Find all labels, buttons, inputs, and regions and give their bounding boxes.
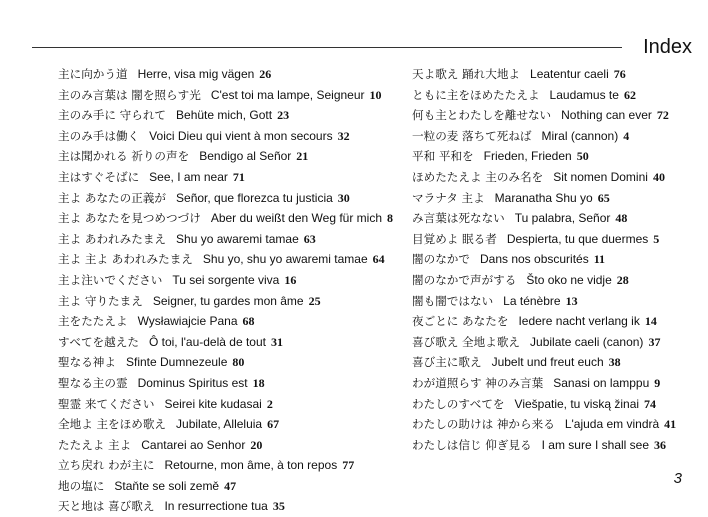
page-reference: 48 <box>615 211 628 226</box>
japanese-title: マラナタ 主よ <box>412 190 485 205</box>
original-title: Tu palabra, Señor <box>514 211 611 226</box>
japanese-title: 主をたたえよ <box>58 314 128 329</box>
page-reference: 67 <box>267 417 280 432</box>
index-entry <box>412 229 676 250</box>
page-reference: 5 <box>653 231 660 246</box>
original-title: In resurrectione tua <box>164 499 268 514</box>
page-reference: 4 <box>623 128 630 143</box>
index-column-left <box>58 64 393 517</box>
index-entry <box>58 291 393 312</box>
page-reference: 9 <box>654 375 661 390</box>
japanese-title: 何も主とわたしを離せない <box>412 108 552 123</box>
index-entry <box>412 188 676 209</box>
japanese-title: 主よ あなたを見つめつづけ <box>58 211 201 226</box>
page-reference: 50 <box>576 149 589 164</box>
original-title: Despierta, tu que duermes <box>506 231 649 246</box>
page-reference: 10 <box>369 87 382 102</box>
index-entry <box>58 414 393 435</box>
page-reference: 47 <box>224 478 237 493</box>
index-entry <box>58 476 393 497</box>
index-entry <box>58 270 393 291</box>
japanese-title: 目覚めよ 眠る者 <box>412 231 497 246</box>
index-entry <box>412 435 676 456</box>
index-entry <box>58 105 393 126</box>
index-entry <box>58 332 393 353</box>
original-title: Leatentur caeli <box>530 67 609 81</box>
japanese-title: 主のみ言葉は 闇を照らす光 <box>58 87 201 102</box>
japanese-title: 地の塩に <box>58 478 105 493</box>
japanese-title: ともに主をほめたたえよ <box>412 87 540 102</box>
page-reference: 76 <box>613 67 626 81</box>
japanese-title: たたえよ 主よ <box>58 437 132 452</box>
original-title: Herre, visa mig vägen <box>137 67 255 81</box>
japanese-title: ほめたたえよ 主のみ名を <box>412 169 544 184</box>
page-reference: 68 <box>242 314 255 329</box>
page-reference: 20 <box>250 437 263 452</box>
japanese-title: み言葉は死なない <box>412 211 505 226</box>
original-title: Maranatha Shu yo <box>494 190 593 205</box>
page-reference: 13 <box>565 293 578 308</box>
page-reference: 77 <box>342 458 355 473</box>
index-entry <box>58 249 393 270</box>
japanese-title: 天よ歌え 踊れ大地よ <box>412 67 521 81</box>
index-entry <box>412 126 676 147</box>
original-title: See, I am near <box>149 169 228 184</box>
original-title: Laudamus te <box>549 87 619 102</box>
index-column-right <box>412 64 676 455</box>
page-reference: 38 <box>608 355 621 370</box>
original-title: Viešpatie, tu viską žinai <box>514 396 640 411</box>
japanese-title: 主のみ手に 守られて <box>58 108 167 123</box>
japanese-title: 主よ あなたの正義が <box>58 190 167 205</box>
index-entry <box>412 332 676 353</box>
header-rule <box>32 47 622 48</box>
page-reference: 65 <box>597 190 610 205</box>
index-entry <box>412 249 676 270</box>
page-reference: 64 <box>372 252 385 267</box>
japanese-title: すべてを越えた <box>58 334 139 349</box>
index-entry <box>412 146 676 167</box>
index-entry <box>412 311 676 332</box>
original-title: Tu sei sorgente viva <box>172 272 280 287</box>
japanese-title: 主よ 主よ あわれみたまえ <box>58 252 193 267</box>
japanese-title: 天と地は 喜び歌え <box>58 499 155 514</box>
index-entry <box>58 85 393 106</box>
japanese-title: 主のみ手は働く <box>58 128 140 143</box>
page-reference: 35 <box>272 499 285 514</box>
page-reference: 11 <box>593 252 606 267</box>
japanese-title: 主よ注いでください <box>58 272 163 287</box>
japanese-title: 平和 平和を <box>412 149 474 164</box>
original-title: Jubilate, Alleluia <box>176 417 263 432</box>
japanese-title: 闇のなかで <box>412 252 470 267</box>
index-entry <box>58 188 393 209</box>
original-title: Wysławiajcie Pana <box>137 314 238 329</box>
page-number: 3 <box>673 470 682 487</box>
index-entry <box>412 352 676 373</box>
index-entry <box>412 105 676 126</box>
original-title: Dominus Spiritus est <box>137 375 248 390</box>
original-title: Sanasi on lamppu <box>553 375 650 390</box>
page-reference: 21 <box>296 149 309 164</box>
japanese-title: 闇も闇ではない <box>412 293 494 308</box>
page-reference: 41 <box>664 417 677 432</box>
original-title: Aber du weißt den Weg für mich <box>210 211 382 226</box>
japanese-title: 全地よ 主をほめ歌え <box>58 417 167 432</box>
index-entry <box>58 167 393 188</box>
original-title: Cantarei ao Senhor <box>141 437 246 452</box>
page-reference: 31 <box>270 334 283 349</box>
original-title: Nothing can ever <box>561 108 652 123</box>
page-reference: 26 <box>259 67 272 81</box>
page-reference: 28 <box>616 272 629 287</box>
japanese-title: 主よ 守りたまえ <box>58 293 143 308</box>
page-reference: 25 <box>308 293 321 308</box>
index-entry <box>412 373 676 394</box>
original-title: Behüte mich, Gott <box>176 108 273 123</box>
original-title: Iedere nacht verlang ik <box>518 314 640 329</box>
index-entry <box>58 373 393 394</box>
page-reference: 40 <box>652 169 665 184</box>
japanese-title: 主に向かう道 <box>58 67 128 81</box>
original-title: I am sure I shall see <box>541 437 650 452</box>
page-reference: 14 <box>644 314 657 329</box>
japanese-title: 喜び主に歌え <box>412 355 482 370</box>
original-title: Ô toi, l'au-delà de tout <box>148 334 266 349</box>
page-reference: 23 <box>277 108 290 123</box>
original-title: Seirei kite kudasai <box>164 396 262 411</box>
japanese-title: 主は聞かれる 祈りの声を <box>58 149 190 164</box>
page-reference: 63 <box>303 231 316 246</box>
index-entry <box>58 352 393 373</box>
index-entry <box>58 455 393 476</box>
japanese-title: 聖なる主の霊 <box>58 375 128 390</box>
original-title: Frieden, Frieden <box>483 149 572 164</box>
original-title: Sit nomen Domini <box>553 169 648 184</box>
index-entry <box>412 394 676 415</box>
index-entry <box>412 414 676 435</box>
index-entry <box>412 270 676 291</box>
original-title: Miral (cannon) <box>541 128 619 143</box>
original-title: Jubilate caeli (canon) <box>530 334 644 349</box>
japanese-title: 主よ あわれみたまえ <box>58 231 167 246</box>
original-title: L'ajuda em vindrà <box>564 417 660 432</box>
original-title: Sfinte Dumnezeule <box>125 355 228 370</box>
page-reference: 30 <box>337 190 350 205</box>
page-reference: 74 <box>644 396 657 411</box>
original-title: Što oko ne vidje <box>526 272 612 287</box>
japanese-title: 闇のなかで声がする <box>412 272 517 287</box>
japanese-title: 夜ごとに あなたを <box>412 314 509 329</box>
japanese-title: わたしの助けは 神から来る <box>412 417 555 432</box>
index-entry <box>58 208 393 229</box>
original-title: C'est toi ma lampe, Seigneur <box>210 87 365 102</box>
page-reference: 72 <box>656 108 669 123</box>
page-reference: 32 <box>337 128 350 143</box>
page-reference: 2 <box>266 396 273 411</box>
japanese-title: 聖霊 来てください <box>58 396 155 411</box>
original-title: Retourne, mon âme, à ton repos <box>164 458 338 473</box>
original-title: Bendigo al Señor <box>199 149 292 164</box>
page-reference: 62 <box>623 87 636 102</box>
japanese-title: わたしのすべてを <box>412 396 505 411</box>
index-entry <box>412 64 676 85</box>
page-reference: 16 <box>284 272 297 287</box>
original-title: Shu yo, shu yo awaremi tamae <box>202 252 368 267</box>
japanese-title: わたしは信じ 仰ぎ見る <box>412 437 532 452</box>
original-title: La ténèbre <box>503 293 561 308</box>
original-title: Jubelt und freut euch <box>491 355 604 370</box>
page-reference: 71 <box>232 169 245 184</box>
page-reference: 36 <box>654 437 667 452</box>
japanese-title: 主はすぐそばに <box>58 169 140 184</box>
original-title: Voici Dieu qui vient à mon secours <box>149 128 333 143</box>
index-entry <box>412 167 676 188</box>
original-title: Señor, que florezca tu justicia <box>176 190 333 205</box>
original-title: Staňte se soli země <box>114 478 220 493</box>
original-title: Seigner, tu gardes mon âme <box>152 293 304 308</box>
index-entry <box>412 85 676 106</box>
index-entry <box>412 208 676 229</box>
index-entry <box>58 435 393 456</box>
page-reference: 37 <box>648 334 661 349</box>
index-entry <box>58 394 393 415</box>
page-title: Index <box>643 36 692 58</box>
page-header <box>32 34 692 60</box>
japanese-title: 喜び歌え 全地よ歌え <box>412 334 521 349</box>
page-reference: 8 <box>387 211 393 226</box>
index-entry <box>58 229 393 250</box>
index-entry <box>58 126 393 147</box>
page-reference: 18 <box>252 375 265 390</box>
original-title: Shu yo awaremi tamae <box>176 231 299 246</box>
japanese-title: わが道照らす 神のみ言葉 <box>412 375 544 390</box>
japanese-title: 一粒の麦 落ちて死ねば <box>412 128 532 143</box>
index-entry <box>58 146 393 167</box>
original-title: Dans nos obscurités <box>479 252 589 267</box>
japanese-title: 聖なる神よ <box>58 355 116 370</box>
index-entry <box>58 64 393 85</box>
index-entry <box>58 311 393 332</box>
japanese-title: 立ち戻れ わが主に <box>58 458 155 473</box>
index-entry <box>412 291 676 312</box>
page-reference: 80 <box>232 355 245 370</box>
